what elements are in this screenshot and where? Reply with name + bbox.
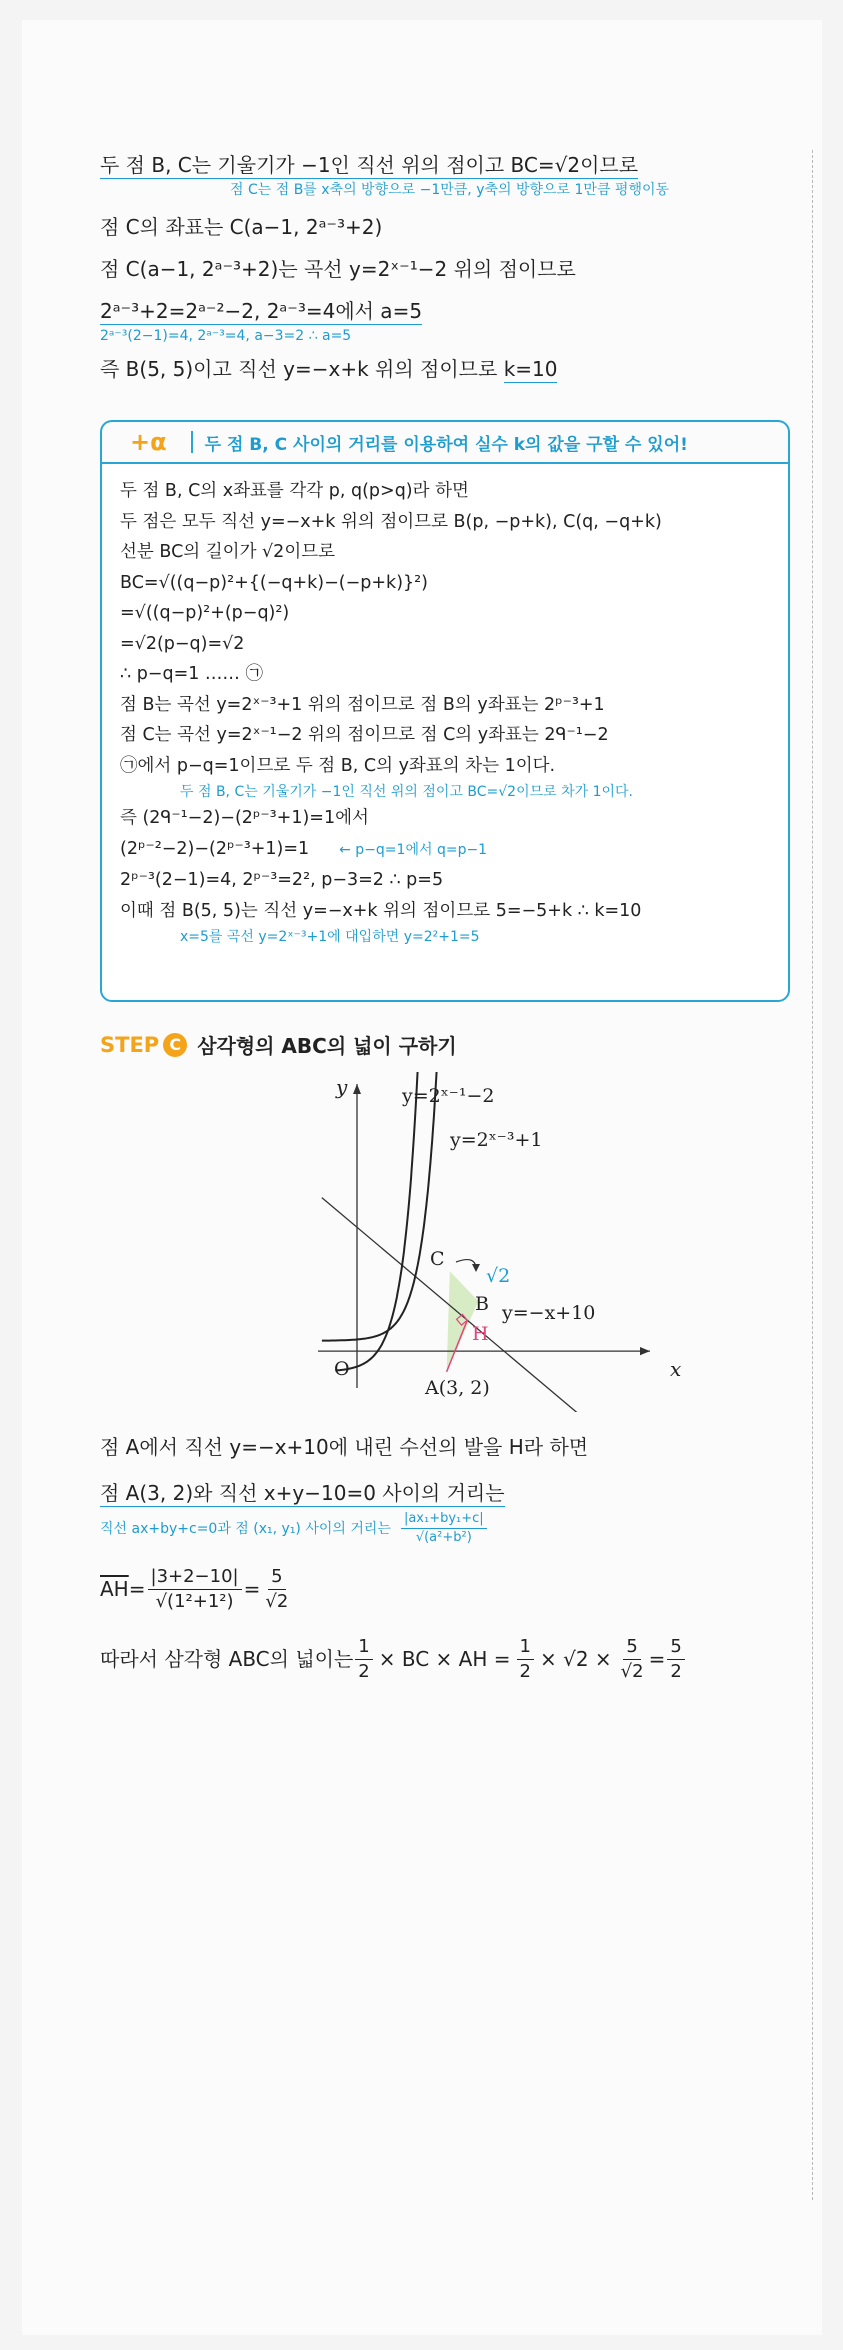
area-result-num: 5 (667, 1635, 684, 1660)
area-text: 따라서 삼각형 ABC의 넓이는 (100, 1647, 354, 1671)
line-perpendicular-foot: 점 A에서 직선 y=−x+10에 내린 수선의 발을 H라 하면 (100, 1435, 589, 1459)
eq-sign: = (128, 1577, 146, 1601)
margin-divider (812, 150, 813, 2200)
box-body (100, 462, 790, 1002)
box-line: 선분 BC의 길이가 √2이므로 (120, 542, 336, 562)
point-a-label: A(3, 2) (425, 1377, 490, 1399)
box-line: 2ᵖ⁻³(2−1)=4, 2ᵖ⁻³=2², p−3=2 ∴ p=5 (120, 870, 444, 890)
point-c-label: C (430, 1248, 445, 1270)
step-title: 삼각형의 ABC의 넓이 구하기 (197, 1034, 457, 1058)
box-line: 점 C는 곡선 y=2ˣ⁻¹−2 위의 점이므로 점 C의 y좌표는 2ᑫ⁻¹−2 (120, 725, 609, 745)
step-label: STEP (100, 1032, 160, 1057)
half-num: 1 (517, 1635, 534, 1660)
box-content (120, 476, 770, 948)
box-line: =√2(p−q)=√2 (120, 633, 245, 654)
line-ah-value (100, 1561, 800, 1617)
header-divider (191, 431, 193, 453)
area-result (667, 1635, 684, 1684)
five: 5 (623, 1635, 640, 1660)
box-line: ∴ p−q=1 …… ㉠ (120, 664, 263, 684)
line-coord-c: 점 C의 좌표는 C(a−1, 2ᵃ⁻³+2) (100, 215, 383, 239)
half-num: 1 (355, 1635, 372, 1660)
box-title: 두 점 B, C 사이의 거리를 이용하여 실수 k의 값을 구할 수 있어! (204, 434, 688, 455)
x-axis-arrow (640, 1347, 650, 1355)
graph-figure (290, 1072, 690, 1412)
distance-formula-den: √(a²+b²) (415, 1530, 472, 1545)
area-eq: = (648, 1647, 666, 1671)
ah-simplified (262, 1565, 291, 1614)
plus-alpha-box (100, 420, 788, 1000)
curve-2-x-minus-1-minus-2 (335, 1072, 418, 1371)
half-den: 2 (519, 1660, 531, 1682)
y-axis-arrow (353, 1084, 361, 1094)
box-line: 점 B는 곡선 y=2ˣ⁻³+1 위의 점이므로 점 B의 y좌표는 2ᵖ⁻³+1 (120, 694, 605, 715)
box-header (130, 428, 688, 456)
half-frac (517, 1635, 534, 1684)
half-den: 2 (358, 1660, 370, 1682)
area-product: × BC × AH = (378, 1647, 511, 1671)
root2: √2 (620, 1660, 644, 1682)
origin-label: O (334, 1358, 350, 1380)
plus-alpha-icon: +α (130, 428, 167, 456)
ah-num: |3+2−10| (148, 1565, 242, 1590)
area-sqrt-term: × √2 × (539, 1647, 612, 1671)
triangle-abc-shade (447, 1271, 479, 1372)
ah-den2: √2 (265, 1590, 289, 1612)
line-label: y=−x+10 (502, 1302, 596, 1324)
distance-formula-frac (401, 1510, 487, 1547)
box-header-frame (100, 420, 790, 462)
five-over-root2 (618, 1635, 647, 1684)
step-letter-badge: C (163, 1033, 187, 1057)
distance-formula-text: 직선 ax+by+c=0과 점 (x₁, y₁) 사이의 거리는 (100, 1520, 391, 1537)
area-result-den: 2 (670, 1660, 682, 1682)
box-line: BC=√((q−p)²+{(−q+k)−(−p+k)}²) (120, 572, 428, 593)
curve1-label: y=2ˣ⁻¹−2 (402, 1085, 495, 1107)
arrow-note: ← p−q=1에서 q=p−1 (339, 841, 488, 858)
solution-bottom (100, 1432, 800, 1687)
curve2-label: y=2ˣ⁻³+1 (450, 1129, 543, 1151)
k-value: k=10 (503, 357, 558, 381)
box-line: 두 점은 모두 직선 y=−x+k 위의 점이므로 B(p, −p+k), C(q, −q+k) (120, 511, 662, 532)
solution-top (100, 150, 800, 384)
line-k-result (100, 354, 800, 384)
distance-formula-note (100, 1510, 800, 1547)
x-axis-label: x (670, 1357, 682, 1381)
step-c-heading (100, 1030, 457, 1059)
box-note-substitute: x=5를 곡선 y=2ˣ⁻³+1에 대입하면 y=2²+1=5 (180, 929, 480, 945)
note-solve-a: 2ᵃ⁻³(2−1)=4, 2ᵃ⁻³=4, a−3=2 ∴ a=5 (100, 328, 352, 344)
box-line: ㉠에서 p−q=1이므로 두 점 B, C의 y좌표의 차는 1이다. (120, 755, 556, 776)
point-b-label: B (475, 1293, 489, 1315)
eq-sign: = (243, 1577, 261, 1601)
box-line: 즉 (2ᑫ⁻¹−2)−(2ᵖ⁻³+1)=1에서 (120, 808, 369, 828)
box-line: 이때 점 B(5, 5)는 직선 y=−x+k 위의 점이므로 5=−5+k ∴ k=10 (120, 900, 642, 921)
line-distance-intro: 점 A(3, 2)와 직선 x+y−10=0 사이의 거리는 (100, 1481, 505, 1505)
length-arrow-head (472, 1264, 480, 1272)
ah-num2: 5 (268, 1565, 285, 1590)
box-line-with-arrow (120, 834, 770, 866)
curve-2-x-minus-3-plus-1 (322, 1072, 440, 1341)
ah-frac (148, 1565, 242, 1614)
ah-den: √(1²+1²) (155, 1590, 234, 1612)
distance-formula-num: |ax₁+by₁+c| (401, 1510, 487, 1529)
line-solve-a: 2ᵃ⁻³+2=2ᵃ⁻²−2, 2ᵃ⁻³=4에서 a=5 (100, 299, 423, 323)
box-line: (2ᵖ⁻²−2)−(2ᵖ⁻³+1)=1 (120, 838, 310, 859)
point-h-label: H (472, 1323, 489, 1345)
line-curve-condition: 점 C(a−1, 2ᵃ⁻³+2)는 곡선 y=2ˣ⁻¹−2 위의 점이므로 (100, 257, 576, 281)
y-axis-label: y (336, 1075, 348, 1099)
line-k-text: 즉 B(5, 5)이고 직선 y=−x+k 위의 점이므로 (100, 357, 504, 381)
half-frac (355, 1635, 372, 1684)
line-area-result (100, 1631, 800, 1687)
bc-length-label: √2 (486, 1265, 511, 1287)
box-line: 두 점 B, C의 x좌표를 각각 p, q(p>q)라 하면 (120, 481, 469, 501)
ah-symbol: $\overline{AH}$ (100, 1577, 129, 1601)
note-translation: 점 C는 점 B를 x축의 방향으로 −1만큼, y축의 방향으로 1만큼 평행이동 (230, 182, 670, 198)
box-note-difference: 두 점 B, C는 기울기가 −1인 직선 위의 점이고 BC=√2이므로 차가 1이다. (180, 784, 633, 800)
length-arrow (456, 1260, 476, 1268)
line-bc-condition: 두 점 B, C는 기울기가 −1인 직선 위의 점이고 BC=√2이므로 (100, 153, 639, 177)
box-line: =√((q−p)²+(p−q)²) (120, 603, 290, 623)
